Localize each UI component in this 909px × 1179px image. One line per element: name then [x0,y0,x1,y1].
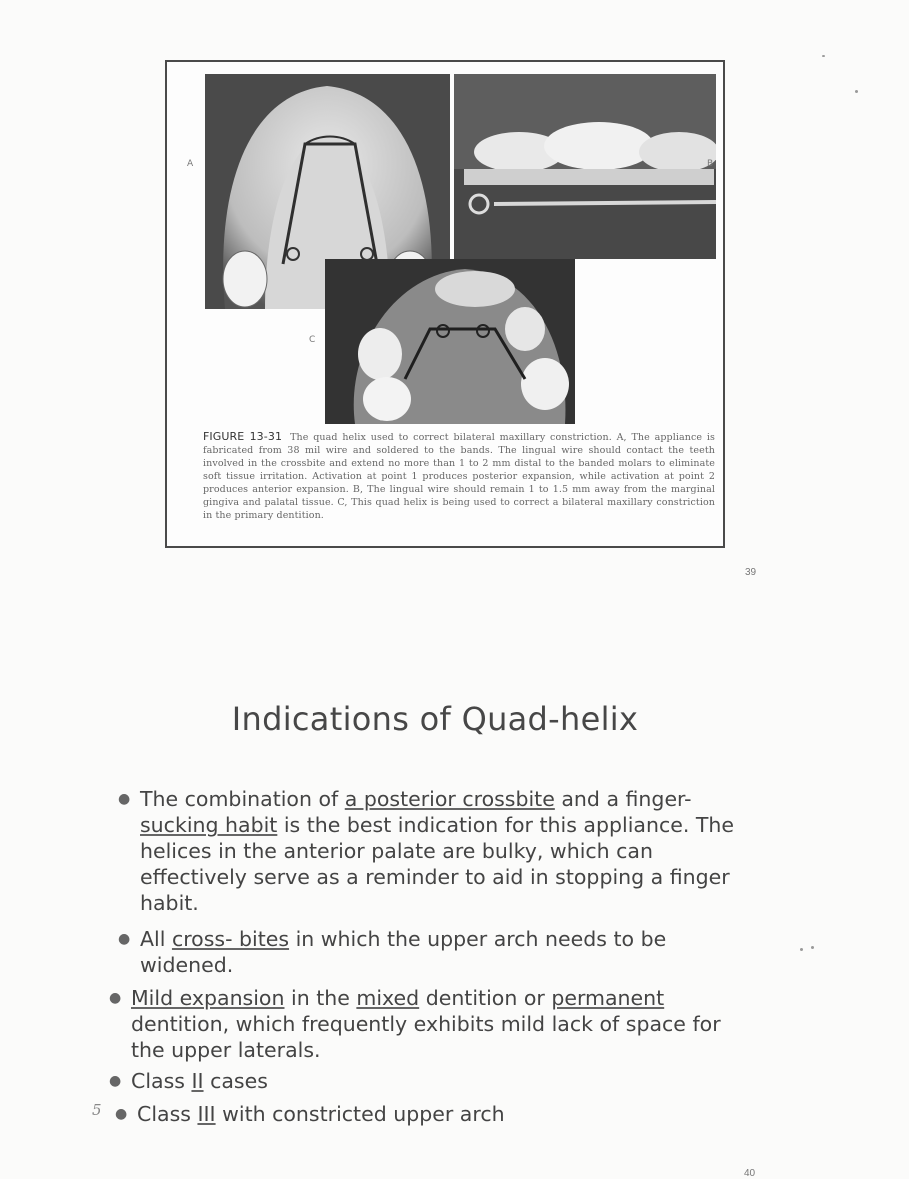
bullet-dot-icon: ● [109,990,122,1006]
photo-c-image [325,259,575,424]
bullet-underlined-text: sucking habit [140,813,278,837]
bullet-text: in the [284,986,357,1010]
bullet-dot-icon: ● [115,1106,128,1122]
bullet-underlined-text: II [191,1069,204,1093]
slide-title: Indications of Quad-helix [231,700,639,738]
page-number-top: 39 [745,567,757,578]
list-item [109,985,751,1063]
list-item [118,926,750,978]
bullet-dot-icon: ● [109,1073,122,1089]
photo-b-lateral-view [454,74,716,259]
bullet-text: in which the upper arch needs to be widened. [140,927,667,977]
photo-c-intraoral-view [325,259,575,424]
scan-speck [800,948,803,951]
list-item [115,1101,737,1127]
bullet-text: All [140,927,172,951]
bullet-text: dentition, which frequently exhibits mild lack of space for the upper laterals. [131,1012,721,1062]
handwritten-margin-mark: 5 [92,1101,102,1119]
bullet-underlined-text: mixed [356,986,420,1010]
bullet-underlined-text: permanent [551,986,665,1010]
panel-label-b: B [707,159,714,169]
list-item [118,786,750,916]
bullet-text: and a finger- [554,787,692,811]
figure-caption-text: The quad helix used to correct bilateral maxillary constriction. A, The appliance is fabricated from 38 mil wire and soldered to the bands. The lingual wire should contact the teeth involved in the crossbite and extend no more than 1 to 2 mm distal to the banded molars to eliminate soft tissue irritation. Activation at point 1 produces posterior expansion, while activation at point 2 produces anterior expansion. B, The lingual wire should remain 1 to 1.5 mm away from the marginal gingiva and palatal tissue. C, This quad helix is being used to correct a bilateral maxillary constriction in the primary dentition. [203,432,716,521]
panel-label-c: C [309,335,316,345]
page-number-bottom: 40 [744,1168,756,1179]
list-item [109,1068,731,1094]
bullet-text: with constricted upper arch [215,1102,505,1126]
scan-speck [822,55,825,57]
bullet-underlined-text: Mild expansion [131,986,285,1010]
scan-speck [811,946,814,949]
bullet-text: The combination of [140,787,345,811]
figure-caption [203,430,715,522]
bullet-text: Class [137,1102,198,1126]
bullet-underlined-text: a posterior crossbite [344,787,555,811]
panel-label-a: A [187,159,194,169]
bullet-text: dentition or [419,986,552,1010]
bullet-text: is the best indication for this appliance. The helices in the anterior palate are bulky, which can effectively serve as a reminder to aid in stopping a finger habit. [140,813,734,915]
figure-frame [165,60,725,548]
figure-caption-label: FIGURE 13-31 [203,430,283,443]
bullet-text: Class [131,1069,192,1093]
scan-speck [855,90,858,93]
bullet-dot-icon: ● [118,931,131,947]
photo-b-image [454,74,716,259]
bullet-underlined-text: III [197,1102,216,1126]
bullet-text: cases [203,1069,268,1093]
bullet-underlined-text: cross- bites [171,927,290,951]
bullet-dot-icon: ● [118,791,131,807]
